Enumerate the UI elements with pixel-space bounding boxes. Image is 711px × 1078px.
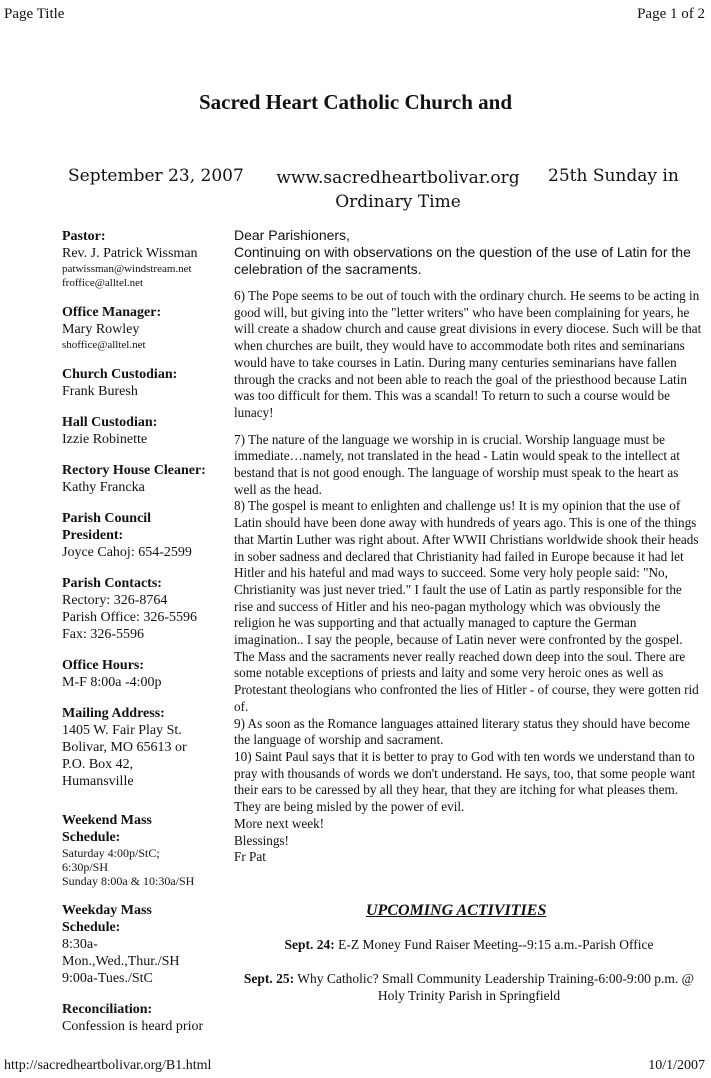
mailing-address-heading: Mailing Address: (62, 706, 165, 721)
website-line (258, 166, 538, 214)
pastor-name: Rev. J. Patrick Wissman (62, 246, 198, 261)
weekend-mass-line: 6:30p/SH (62, 860, 109, 874)
bulletin-date: September 23, 2007 (68, 166, 244, 186)
parish-council-block (62, 510, 237, 561)
hall-custodian-heading: Hall Custodian: (62, 415, 158, 430)
activity-date: Sept. 24: (284, 937, 335, 952)
page-number: Page 1 of 2 (637, 6, 705, 22)
footer-url[interactable]: http://sacredheartbolivar.org/B1.html (4, 1058, 212, 1073)
letter-paragraph-10: 10) Saint Paul says that it is better to pray to God with ten words we understand than to pray with thousands of words we don't understand. He says, too, that some people want their ears to be caressed by all they hear, that they are itching for what pleases them. They are being misled by the power of evil. (234, 748, 696, 815)
pastor-email[interactable]: patwissman@windstream.net (62, 263, 192, 275)
rectory-phone: Rectory: 326-8764 (62, 593, 168, 608)
office-manager-block (62, 304, 237, 352)
letter-blessing: Blessings! (234, 832, 289, 848)
letter-paragraph-7: 7) The nature of the language we worship in is crucial. Worship language must be immediate…namely, not translated in the head - Latin would speak to the intellect at bestand that is not good enough. The language of worship must speak to the heart as well as the head. (234, 431, 680, 497)
mailing-address-block (62, 705, 237, 790)
address-line: 1405 W. Fair Play St. (62, 723, 182, 738)
website-link[interactable]: www.sacredheartbolivar.org (276, 168, 520, 188)
pastor-block (62, 228, 237, 290)
parish-contacts-block (62, 575, 237, 643)
fax-number: Fax: 326-5596 (62, 627, 145, 642)
office-hours-heading: Office Hours: (62, 658, 145, 673)
pastor-letter (234, 227, 704, 866)
weekday-mass-line: 8:30a- (62, 937, 98, 952)
office-hours-block (62, 657, 237, 691)
sidebar (62, 228, 237, 1049)
letter-intro: Continuing on with observations on the question of the use of Latin for the celebration of the sacraments. (234, 244, 691, 277)
reconciliation-heading: Reconciliation: (62, 1002, 153, 1017)
office-hours-value: M-F 8:00a -4:00p (62, 675, 162, 690)
letter-signature: Fr Pat (234, 849, 266, 865)
address-line: Humansville (62, 774, 134, 789)
address-line: Bolivar, MO 65613 or (62, 740, 187, 755)
letter-paragraph-6: 6) The Pope seems to be out of touch with the ordinary church. He seems to be acting in good will, but giving into the "letter writers" who have been complaining for years, he will create a shadow church and cause great divisions in every diocese. Such will be that when churches are built, they would have to accommodate both rites and seminarians would have to take courses in Latin. During many centuries seminarians have fallen through the cracks and not been able to reach the goal of the priesthood because Latin was too difficult for them. This was a scandal! To return to such a course would be lunacy! (234, 288, 702, 420)
rectory-cleaner-heading: Rectory House Cleaner: (62, 463, 206, 478)
letter-paragraph-8: 8) The gospel is meant to enlighten and challenge us! It is my opinion that the use of Latin should have been done away with hundreds of years ago. This is one of the things that Martin Luther was right about. After WWII Christians worldwide shook their heads in sober sadness and declared that Christianity had failed in Europe because it had let Hitler and his hateful and mad ways to succeed. Some very holy people said: "No, Christianity was just never tried." I fault the use of Latin as partly responsible for the rise and success of Hitler and his neo-pagan mythology which was obviously the religion he was supporting and that actually managed to capture the German imagination.. I say the people, because of Latin never were confronted by the gospel. The Mass and the sacraments never really reached down deep into the soul. There are some notable exceptions of priests and laity and some very heroic ones as well as Protestant theologians who confronted the lies of Hitler - of course, they were gotten rid of. (234, 498, 699, 714)
activity-item (234, 970, 704, 1004)
weekday-mass-line: 9:00a-Tues./StC (62, 971, 153, 986)
church-custodian-name: Frank Buresh (62, 384, 138, 399)
church-custodian-block (62, 366, 237, 400)
rectory-cleaner-block (62, 462, 237, 496)
reconciliation-text: Confession is heard prior (62, 1019, 204, 1034)
page-title-header: Page Title (4, 6, 65, 22)
weekend-mass-line: Saturday 4:00p/StC; (62, 846, 160, 860)
church-custodian-heading: Church Custodian: (62, 367, 178, 382)
letter-greeting: Dear Parishioners, (234, 227, 350, 243)
activity-text: Why Catholic? Small Community Leadership Training-6:00-9:00 p.m. @ Holy Trinity Parish in Springfield (294, 971, 695, 1003)
letter-closing: More next week! (234, 815, 325, 831)
ordinary-time-label: Ordinary Time (335, 192, 461, 212)
activity-text: E-Z Money Fund Raiser Meeting--9:15 a.m.-Parish Office (334, 937, 654, 952)
pastor-heading: Pastor: (62, 229, 106, 244)
office-manager-name: Mary Rowley (62, 322, 140, 337)
weekend-mass-line: Sunday 8:00a & 10:30a/SH (62, 874, 195, 888)
parish-council-heading: Parish Council (62, 511, 152, 526)
office-manager-email[interactable]: shoffice@alltel.net (62, 339, 146, 351)
weekday-mass-line: Mon.,Wed.,Thur./SH (62, 954, 180, 969)
reconciliation-block (62, 1001, 237, 1035)
weekend-mass-heading: Weekend Mass (62, 813, 152, 828)
office-manager-heading: Office Manager: (62, 305, 162, 320)
parish-contacts-heading: Parish Contacts: (62, 576, 162, 591)
bulletin-title: Sacred Heart Catholic Church and (198, 90, 513, 114)
activity-item (234, 936, 704, 953)
footer-date: 10/1/2007 (648, 1058, 705, 1073)
rectory-cleaner-name: Kathy Francka (62, 480, 145, 495)
parish-council-president: Joyce Cahoj: 654-2599 (62, 545, 192, 560)
letter-paragraph-9: 9) As soon as the Romance languages attained literary status they should have become the language of worship and sacrament. (234, 715, 690, 748)
activity-date: Sept. 25: (243, 971, 295, 986)
upcoming-activities-heading: UPCOMING ACTIVITIES (366, 902, 547, 919)
weekday-schedule-heading: Schedule: (62, 920, 121, 935)
address-line: P.O. Box 42, (62, 757, 134, 772)
parish-office-phone: Parish Office: 326-5596 (62, 610, 198, 625)
pastor-office-email[interactable]: froffice@alltel.net (62, 277, 144, 289)
weekend-mass-block (62, 812, 237, 888)
hall-custodian-block (62, 414, 237, 448)
weekday-mass-block (62, 902, 237, 987)
weekend-schedule-heading: Schedule: (62, 830, 121, 845)
sunday-label: 25th Sunday in (548, 166, 679, 186)
weekday-mass-heading: Weekday Mass (62, 903, 152, 918)
parish-council-president-heading: President: (62, 528, 124, 543)
hall-custodian-name: Izzie Robinette (62, 432, 148, 447)
